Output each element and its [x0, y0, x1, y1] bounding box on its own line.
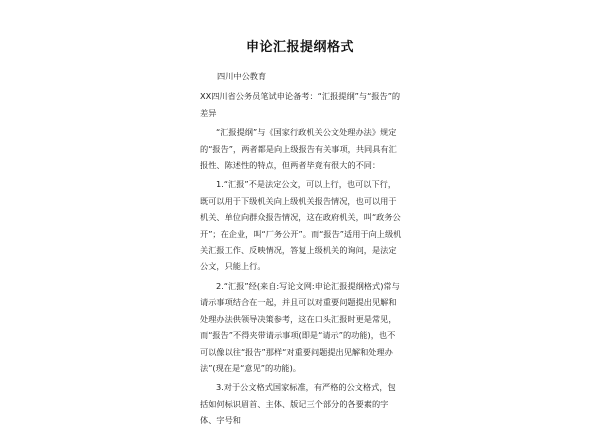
document-body: [200, 68, 402, 432]
document-title: 申论汇报提纲格式: [245, 40, 354, 55]
paragraph-intro: “汇报提纲”与《国家行政机关公文处理办法》规定的“报告”，两者都是向上级报告有关事项，共同具有汇报性、陈述性的特点，但两者毕竟有很大的不同：: [200, 127, 397, 171]
paragraph-point-2: 2.“汇报”经(来自:写论文网:申论汇报提纲格式)常与请示事项结合在一起，并且可以对重要问题提出见解和处理办法供领导决策参考，这在口头汇报时更是常见，而“报告”不得夹带请示事项(即是“请示”的功能)，也不可以像以往“报告”那样“对重要问题提出见解和处理办法”(现在是“意见”的功能)。: [200, 280, 400, 373]
paragraph-point-1: 1.“汇报”不是法定公文，可以上行，也可以下行，既可以用于下级机关向上级机关报告情况，也可以用于机关、单位向群众报告情况，这在政府机关，叫“政务公开”；在企业，叫“厂务公开”。而“报告”适用于向上级机关汇报工作、反映情况，答复上级机关的询问，是法定公文，只能上行。: [200, 179, 402, 272]
organization-name: 四川中公教育: [217, 71, 267, 81]
paragraph-heading: XX四川省公务员笔试申论备考：“汇报提纲”与“报告”的差异: [200, 91, 401, 118]
paragraph-point-3: 3.对于公文格式国家标准，有严格的公文格式，包括如何标识眉首、主体、版记三个部分的各要素的字体、字号和: [200, 382, 396, 426]
